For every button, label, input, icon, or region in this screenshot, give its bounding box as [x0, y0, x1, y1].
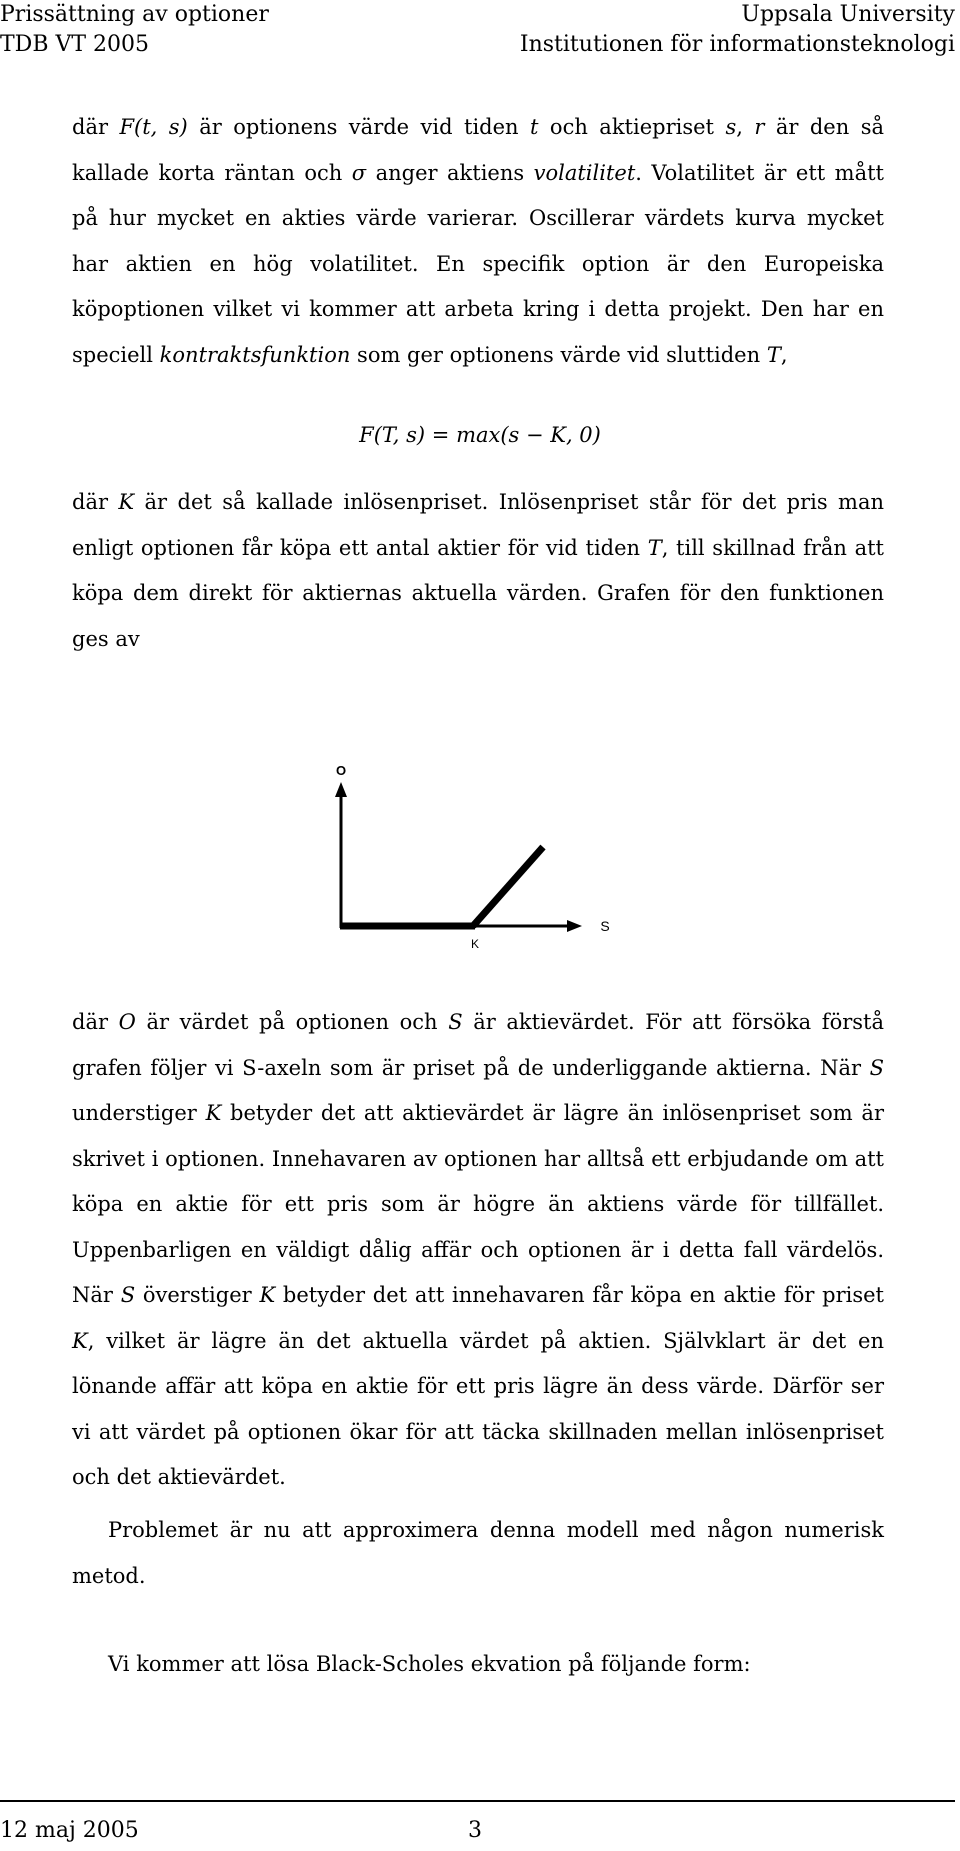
header-title: Prissättning av optioner	[0, 2, 269, 27]
payoff-rising-segment	[473, 847, 543, 926]
strike-label: K	[470, 937, 480, 950]
math: T	[647, 535, 662, 560]
math: O	[118, 1010, 136, 1034]
text: är optionens värde vid tiden	[187, 115, 531, 139]
text: där	[72, 490, 119, 514]
text: där	[72, 1010, 119, 1034]
text: där	[72, 115, 120, 139]
math: K	[72, 1328, 88, 1353]
text: överstiger	[135, 1283, 260, 1307]
text: är aktievärdet. För att försöka förstå grafen följer vi S-axeln som är priset på de underliggande aktierna. När	[72, 1010, 884, 1080]
math: S	[869, 1055, 884, 1080]
emphasis: kontraktsfunktion	[159, 342, 351, 367]
equation-text: F(T, s) = max(s − K, 0)	[359, 423, 601, 447]
y-axis-label: O	[335, 763, 347, 778]
math: t	[530, 115, 539, 139]
math: s	[725, 115, 737, 139]
text: och aktiepriset	[538, 115, 726, 139]
text: är värdet på optionen och	[135, 1010, 449, 1034]
footer-date: 12 maj 2005	[0, 1818, 139, 1843]
text: är den så kallade korta räntan och	[72, 115, 884, 185]
text: betyder det att aktievärdet är lägre än inlösenpriset som är skrivet i optionen. Innehavaren av optionen har alltså ett erbjudande om att köpa en aktie för ett pris som är högre än aktiens värde för tillfället. Uppenbarligen en väldigt dålig affär och optionen är i detta fall värdelös. När	[72, 1101, 884, 1307]
y-axis-arrow	[335, 782, 347, 797]
payoff-equation	[0, 420, 960, 450]
paragraph-black-scholes	[72, 1642, 884, 1688]
header-course: TDB VT 2005	[0, 32, 150, 57]
payoff-graph	[330, 760, 630, 950]
text: , till skillnad från att köpa dem direkt för aktiernas aktuella värden. Grafen för den funktionen ges av	[72, 535, 884, 651]
x-axis-arrow	[567, 920, 582, 932]
x-axis-label: S	[600, 918, 610, 934]
paragraph-strike-price	[72, 480, 884, 662]
text: Problemet är nu att approximera denna modell med någon numerisk metod.	[72, 1518, 884, 1588]
emphasis: volatilitet	[533, 160, 636, 185]
text: är det så kallade inlösenpriset. Inlösenpriset står för det pris man enligt optionen får köpa ett antal aktier för vid tiden	[72, 490, 884, 560]
math: K	[205, 1101, 222, 1125]
math: S	[120, 1283, 136, 1307]
header-university: Uppsala University	[741, 2, 955, 27]
text: Vi kommer att lösa Black-Scholes ekvation på följande form:	[108, 1652, 751, 1676]
text: betyder det att innehavaren får köpa en aktie för priset	[275, 1283, 884, 1307]
text: , vilket är lägre än det aktuella värdet på aktien. Självklart är det en lönande affär att köpa en aktie för ett pris lägre än dess värde. Därför ser vi att värdet på optionen ökar för att täcka skillnaden mellan inlösenpriset och det aktievärdet.	[72, 1328, 884, 1489]
text: . Volatilitet är ett mått på hur mycket en akties värde varierar. Oscillerar värdets kurva mycket har aktien en hög volatilitet. En specifik option är den Europeiska köpoptionen vilket vi kommer att arbeta kring i detta projekt. Den har en speciell	[72, 160, 884, 367]
text: ,	[780, 342, 788, 367]
math: K	[259, 1283, 276, 1307]
math: F(t, s)	[119, 115, 188, 139]
paragraph-problem	[72, 1508, 884, 1599]
header-department: Institutionen för informationsteknologi	[519, 32, 955, 57]
page-number: 3	[468, 1818, 482, 1843]
text: understiger	[72, 1101, 206, 1125]
paragraph-graph-explanation	[72, 1000, 884, 1501]
math: S	[448, 1010, 463, 1034]
footer-rule	[0, 1800, 955, 1802]
text: som ger optionens värde vid sluttiden	[350, 342, 767, 367]
paragraph-volatility	[72, 105, 884, 378]
math: r	[754, 115, 765, 139]
math: K	[118, 490, 135, 514]
text: anger aktiens	[366, 160, 534, 185]
math: T	[766, 342, 781, 367]
math: σ	[351, 160, 367, 185]
text: ,	[736, 115, 755, 139]
